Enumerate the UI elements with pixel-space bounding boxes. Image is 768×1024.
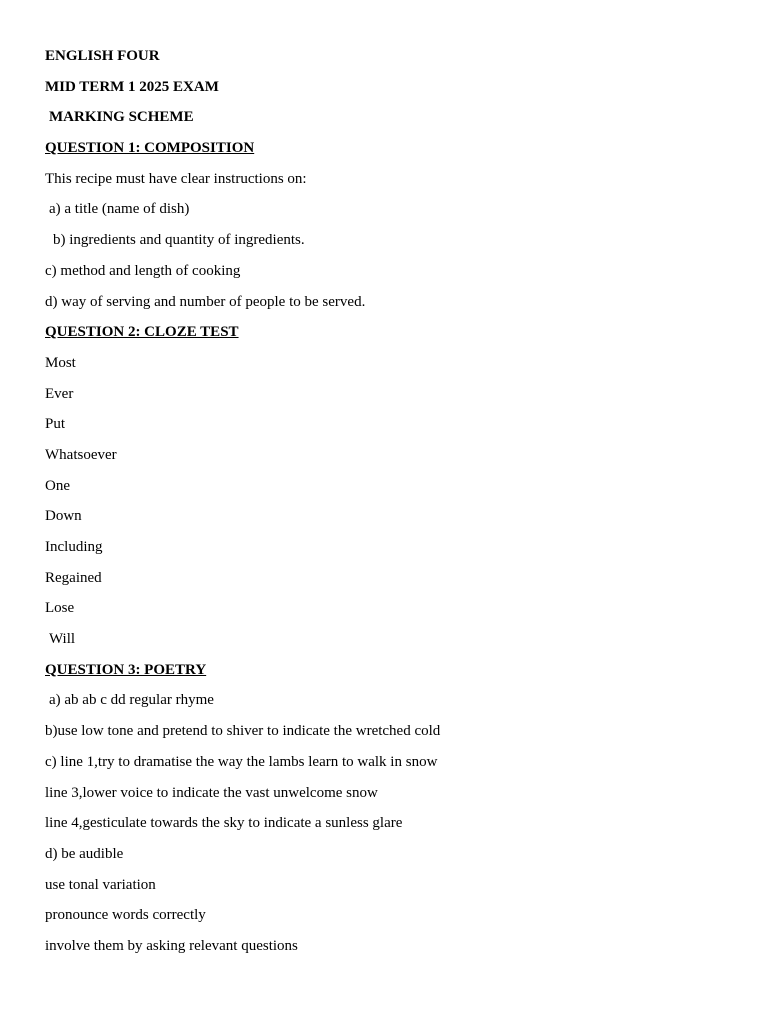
subject-title: ENGLISH FOUR: [45, 48, 160, 64]
q2-answer-6: Down: [45, 508, 82, 525]
q3-item-c-line4: line 4,gesticulate towards the sky to indicate a sunless glare: [45, 815, 403, 832]
q2-answer-9: Lose: [45, 600, 75, 617]
q3-item-d-pronounce: pronounce words correctly: [45, 907, 206, 924]
q3-item-a: a) ab ab c dd regular rhyme: [49, 692, 214, 709]
q2-answer-1: Most: [45, 354, 76, 371]
q3-heading: QUESTION 3: POETRY: [45, 661, 207, 678]
q2-answer-10: Will: [49, 631, 76, 648]
marking-scheme-title: MARKING SCHEME: [49, 109, 194, 126]
q2-answer-5: One: [45, 477, 70, 494]
q1-heading: QUESTION 1: COMPOSITION: [45, 140, 255, 157]
document-page: [45, 45, 725, 966]
q2-answer-7: Including: [45, 539, 103, 555]
q3-item-d-involve: involve them by asking relevant questions: [45, 937, 298, 954]
q2-answer-4: Whatsoever: [45, 446, 117, 463]
q1-item-d: d) way of serving and number of people to be served.: [45, 293, 366, 310]
q2-answer-2: Ever: [45, 385, 74, 402]
q2-answer-3: Put: [45, 416, 66, 433]
q1-intro: This recipe must have clear instructions on:: [45, 170, 307, 187]
q3-item-c: c) line 1,try to dramatise the way the lambs learn to walk in snow: [45, 753, 438, 770]
q1-item-b: b) ingredients and quantity of ingredients.: [53, 232, 305, 249]
q2-answer-8: Regained: [45, 569, 102, 586]
q1-item-a: a) a title (name of dish): [49, 201, 190, 218]
q2-heading: QUESTION 2: CLOZE TEST: [45, 324, 239, 341]
q3-item-d-tonal: use tonal variation: [45, 876, 156, 893]
q1-item-c: c) method and length of cooking: [45, 262, 241, 279]
q3-item-c-line3: line 3,lower voice to indicate the vast unwelcome snow: [45, 784, 378, 801]
exam-title: MID TERM 1 2025 EXAM: [45, 78, 219, 95]
q3-item-d: d) be audible: [45, 845, 124, 862]
q3-item-b: b)use low tone and pretend to shiver to indicate the wretched cold: [45, 723, 441, 740]
